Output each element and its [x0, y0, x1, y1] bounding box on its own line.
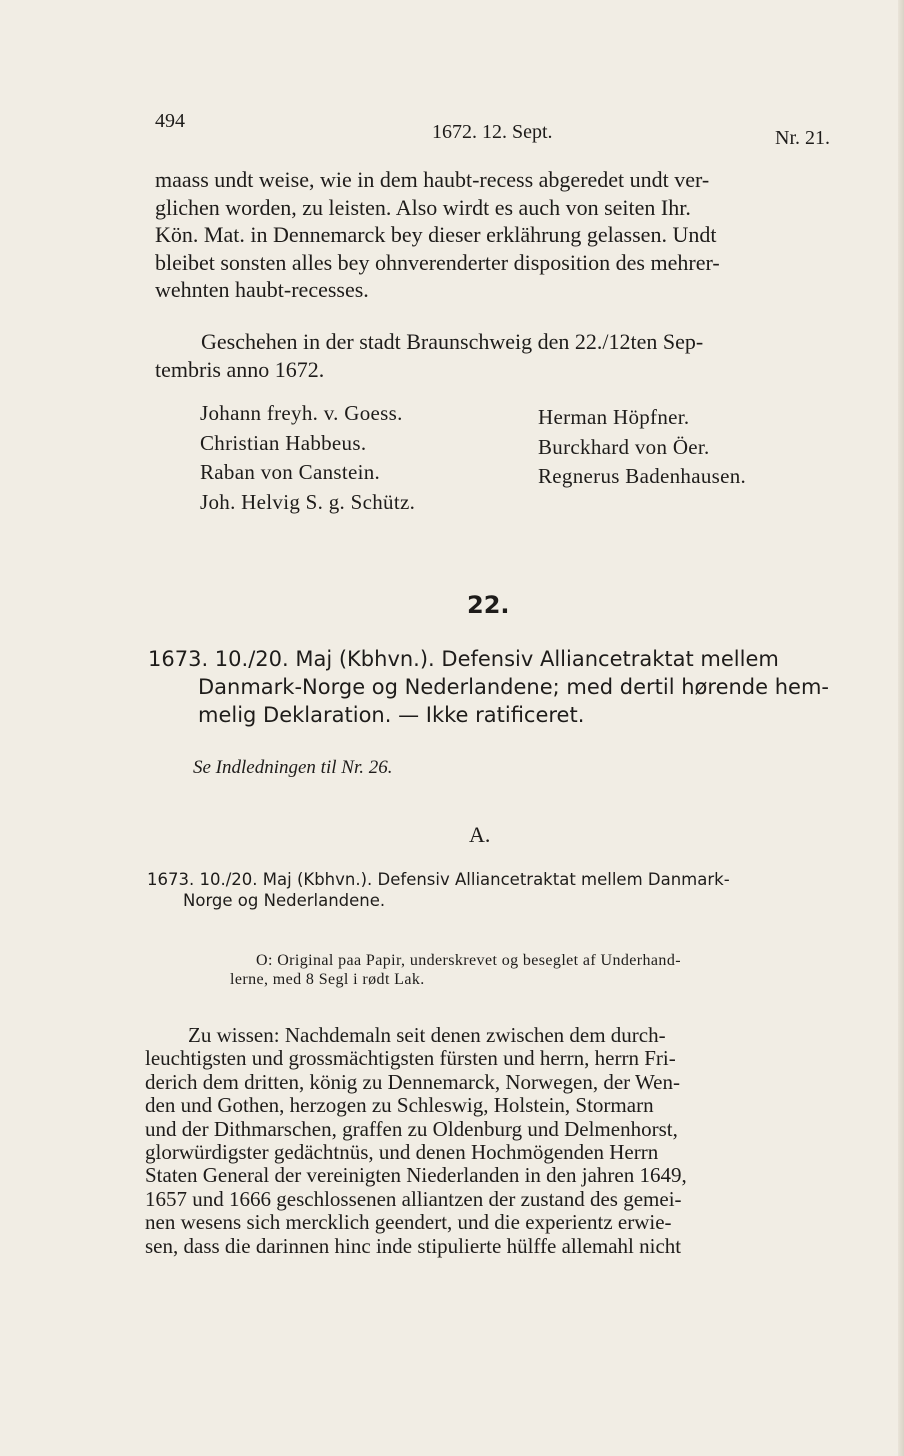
text-line: sen, dass die darinnen hinc inde stipulierte hülffe allemahl nicht	[145, 1233, 682, 1258]
document-heading	[148, 645, 829, 729]
text-line: Zu wissen: Nachdemaln seit denen zwischen dem durch-	[188, 1023, 666, 1047]
page-edge	[898, 0, 904, 1456]
signature: Raban von Canstein.	[200, 460, 381, 484]
dated-paragraph	[155, 328, 703, 383]
text-line: nen wesens sich mercklich geendert, und die experientz erwie-	[145, 1210, 672, 1235]
signature: Herman Höpfner.	[538, 405, 690, 429]
heading-line: Danmark-Norge og Nederlandene; med dertil hørende hem-	[198, 675, 829, 699]
text-line: glorwürdigster gedächtnüs, und denen Hochmögenden Herrn	[145, 1140, 659, 1165]
text-line: Kön. Mat. in Dennemarck bey dieser erklährung gelassen. Undt	[155, 222, 717, 247]
signature: Johann freyh. v. Goess.	[200, 401, 403, 425]
text-line: maass undt weise, wie in dem haubt-recess abgeredet undt ver-	[155, 167, 710, 192]
continuation-paragraph	[155, 166, 845, 304]
text-line: 1657 und 1666 geschlossenen alliantzen der zustand des gemei-	[145, 1186, 682, 1211]
signatures-left	[200, 399, 415, 517]
text-line: und der Dithmarschen, graffen zu Oldenburg und Delmenhorst,	[145, 1116, 678, 1141]
text-line: tembris anno 1672.	[155, 356, 325, 382]
note-line: O: Original paa Papir, underskrevet og beseglet af Underhand-	[256, 952, 681, 969]
heading-line: 1673. 10./20. Maj (Kbhvn.). Defensiv Alliancetraktat mellem	[148, 647, 779, 671]
signature: Burckhard von Öer.	[538, 434, 710, 459]
text-line: Staten General der vereinigten Niederlanden in den jahren 1649,	[145, 1163, 687, 1188]
heading-line: Norge og Nederlandene.	[183, 891, 386, 910]
text-line: bleibet sonsten alles bey ohnverenderter disposition des mehrer-	[155, 249, 720, 275]
text-line: den und Gothen, herzogen zu Schleswig, Holstein, Stormarn	[145, 1093, 654, 1118]
section-letter: A.	[469, 822, 491, 847]
text-line: leuchtigsten und grossmächtigsten fürsten und herrn, herrn Fri-	[145, 1046, 676, 1071]
text-line: wehnten haubt-recesses.	[155, 277, 369, 302]
header-date: 1672. 12. Sept.	[432, 121, 553, 143]
treaty-text	[145, 1024, 687, 1258]
reference-note: Se Indledningen til Nr. 26.	[193, 757, 393, 778]
document-number: 22.	[467, 591, 510, 619]
section-heading	[147, 869, 730, 911]
signatures-right	[538, 403, 746, 492]
signature: Christian Habbeus.	[200, 430, 367, 455]
text-line: Geschehen in der stadt Braunschweig den 22./12ten Sep-	[201, 329, 704, 354]
page-number: 494	[155, 110, 185, 132]
heading-line: 1673. 10./20. Maj (Kbhvn.). Defensiv Alliancetraktat mellem Danmark-	[147, 870, 730, 889]
text-line: derich dem dritten, könig zu Dennemarck, Norwegen, der Wen-	[145, 1069, 680, 1094]
header-doc-number: Nr. 21.	[775, 127, 830, 149]
heading-line: melig Deklaration. — Ikke ratificeret.	[198, 703, 585, 727]
source-note	[230, 951, 681, 989]
note-line: lerne, med 8 Segl i rødt Lak.	[230, 971, 425, 988]
signature: Joh. Helvig S. g. Schütz.	[200, 489, 416, 514]
text-line: glichen worden, zu leisten. Also wirdt es auch von seiten Ihr.	[155, 194, 691, 220]
signature: Regnerus Badenhausen.	[538, 464, 747, 488]
